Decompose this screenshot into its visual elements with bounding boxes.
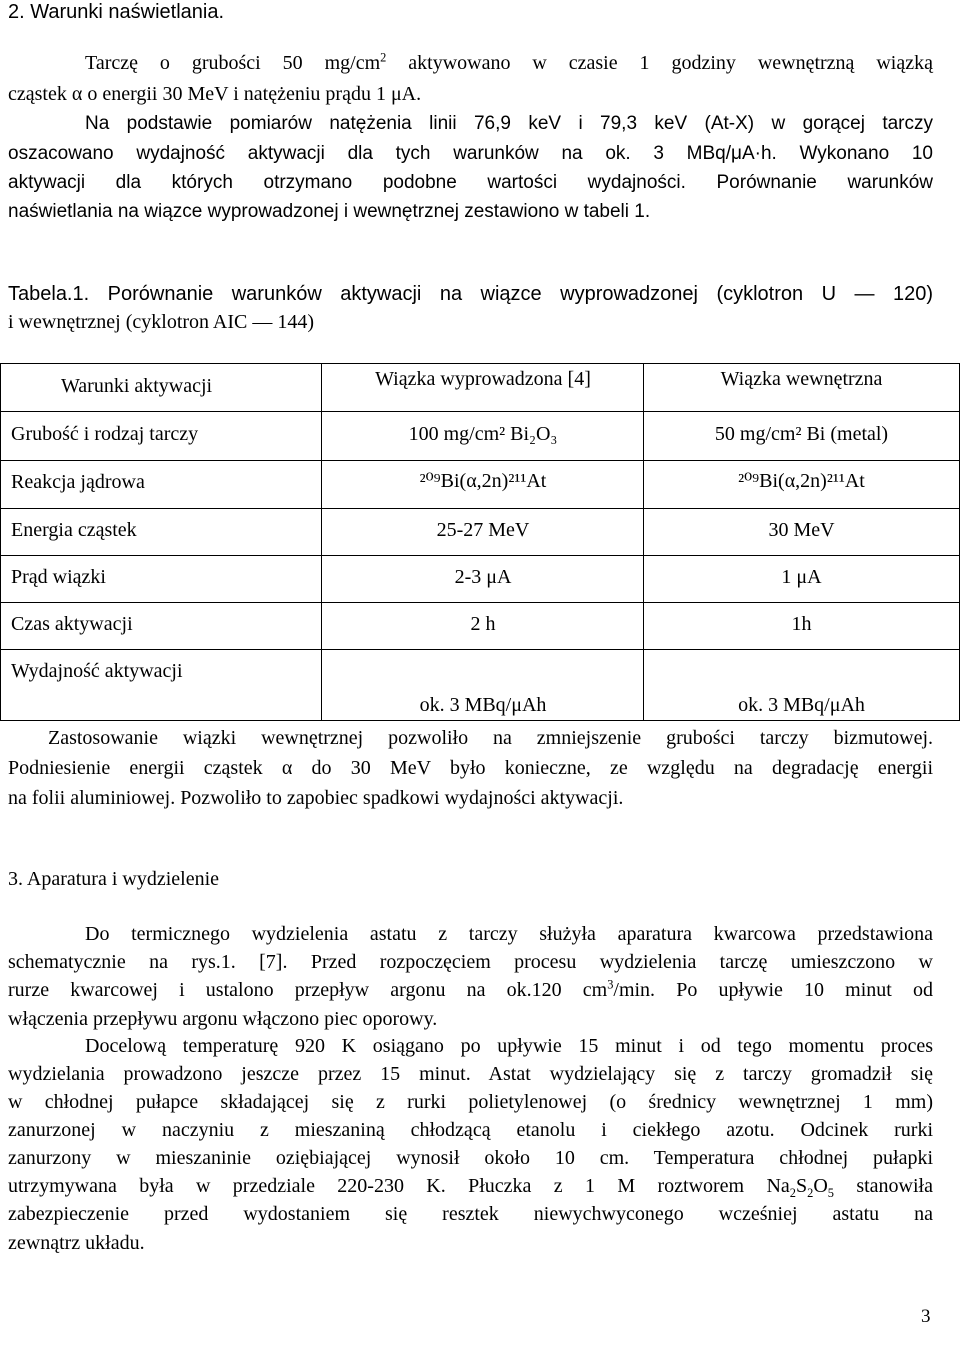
page-number: 3	[921, 1306, 931, 1327]
table-caption-line: i wewnętrznej (cyklotron AIC — 144)	[8, 311, 315, 333]
paragraph-line: zabezpieczenie przed wydostaniem się resztek niewychwyconego wcześniej astatu na	[8, 1203, 933, 1225]
paragraph-line: Tarczę o grubości 50 $mg/cm^2$ aktywowano w czasie 1 godziny wewnętrzną wiązką	[85, 50, 933, 74]
paragraph-line: w chłodnej pułapce składającej się z rurki polietylenowej (o średnicy wewnętrznej 1 mm)	[8, 1091, 933, 1113]
paragraph-line: zanurzony w mieszaninie oziębiającej wynosił około 10 cm. Temperatura chłodnej pułapki	[8, 1147, 933, 1169]
table-cell: 2 h	[470, 613, 496, 635]
table-header-cell: Wiązka wewnętrzna	[720, 368, 883, 390]
table-cell: 2-3 μA	[454, 566, 512, 588]
paragraph-line: aktywacji dla których otrzymano podobne wartości wydajności. Porównanie warunków	[8, 172, 933, 193]
table-cell: ok. 3 MBq/μAh	[738, 694, 865, 716]
table-divider	[1, 649, 959, 650]
table-cell: 50 mg/cm² Bi (metal)	[714, 423, 889, 445]
table-divider	[643, 364, 644, 720]
paragraph-line: Podniesienie energii cząstek α do 30 MeV było konieczne, ze względu na degradację energii	[8, 757, 933, 779]
table-cell: ok. 3 MBq/μAh	[419, 694, 547, 716]
paragraph-line: cząstek α o energii 30 MeV i natężeniu prądu 1 μA.	[8, 83, 422, 105]
activation-conditions-table	[0, 363, 960, 721]
paragraph-line: oszacowano wydajność aktywacji dla tych warunków na ok. 3 MBq/μA·h. Wykonano 10	[8, 143, 933, 164]
paragraph-line: wydzielania prowadzono jeszcze przez 15 minut. Astat wydzielający się z tarczy gromadził się	[8, 1063, 933, 1085]
table-cell: 1 μA	[781, 566, 822, 588]
table-row-label: Prąd wiązki	[11, 566, 106, 588]
paragraph-line: na folii aluminiowej. Pozwoliło to zapobiec spadkowi wydajności aktywacji.	[8, 787, 624, 809]
paragraph-line: naświetlania na wiązce wyprowadzonej i wewnętrznej zestawiono w tabeli 1.	[8, 201, 651, 222]
table-cell: ²⁰⁹Bi(α,2n)²¹¹At	[419, 470, 547, 492]
paragraph-line: rurze kwarcowej i ustalono przepływ argonu na ok.120 $cm^3/\min$. Po upływie 10 minut od	[8, 977, 933, 1001]
table-header-cell: Wiązka wyprowadzona [4]	[375, 368, 591, 390]
table-divider	[321, 364, 322, 720]
paragraph-line: Docelową temperaturę 920 K osiągano po upływie 15 minut i od tego momentu proces	[85, 1035, 933, 1057]
table-cell: 30 MeV	[768, 519, 835, 541]
paragraph-line: Na podstawie pomiarów natężenia linii 76,9 keV i 79,3 keV (At-X) w gorącej tarczy	[85, 113, 933, 134]
table-row-label: Czas aktywacji	[11, 613, 133, 635]
table-row-label: Grubość i rodzaj tarczy	[11, 423, 199, 445]
table-divider	[1, 460, 959, 461]
table-divider	[1, 602, 959, 603]
table-cell: 25-27 MeV	[436, 519, 530, 541]
paragraph-line: utrzymywana była w przedziale 220-230 K. Płuczka z 1 M roztworem $Na_2S_2O_5$ stanowiła	[8, 1175, 933, 1200]
table-row-label: Wydajność aktywacji	[11, 660, 183, 682]
table-divider	[1, 411, 959, 412]
table-cell: 100 mg/cm² Bi₂O₃	[408, 423, 558, 445]
table-row-label: Energia cząstek	[11, 519, 137, 541]
table-divider	[1, 508, 959, 509]
paragraph-line: włączenia przepływu argonu włączono piec oporowy.	[8, 1008, 438, 1030]
section-heading-3: 3. Aparatura i wydzielenie	[8, 868, 220, 890]
paragraph-line: Zastosowanie wiązki wewnętrznej pozwoliło na zmniejszenie grubości tarczy bizmutowej.	[48, 727, 933, 749]
table-row-label: Reakcja jądrowa	[11, 471, 145, 493]
table-divider	[1, 555, 959, 556]
table-header-cell: Warunki aktywacji	[61, 375, 213, 397]
paragraph-line: zanurzonej w naczyniu z mieszaniną chłodzącą etanolu i ciekłego azotu. Odcinek rurki	[8, 1119, 933, 1141]
table-cell: 1h	[791, 613, 812, 635]
section-heading-2: 2. Warunki naświetlania.	[8, 1, 225, 23]
paragraph-line: schematycznie na rys.1. [7]. Przed rozpoczęciem procesu wydzielenia tarczę umieszczono w	[8, 951, 933, 973]
paragraph-line: zewnątrz układu.	[8, 1232, 145, 1254]
table-cell: ²⁰⁹Bi(α,2n)²¹¹At	[738, 470, 865, 492]
paragraph-line: Do termicznego wydzielenia astatu z tarczy służyła aparatura kwarcowa przedstawiona	[85, 923, 933, 945]
table-caption-line: Tabela.1. Porównanie warunków aktywacji na wiązce wyprowadzonej (cyklotron U — 120)	[8, 283, 933, 305]
